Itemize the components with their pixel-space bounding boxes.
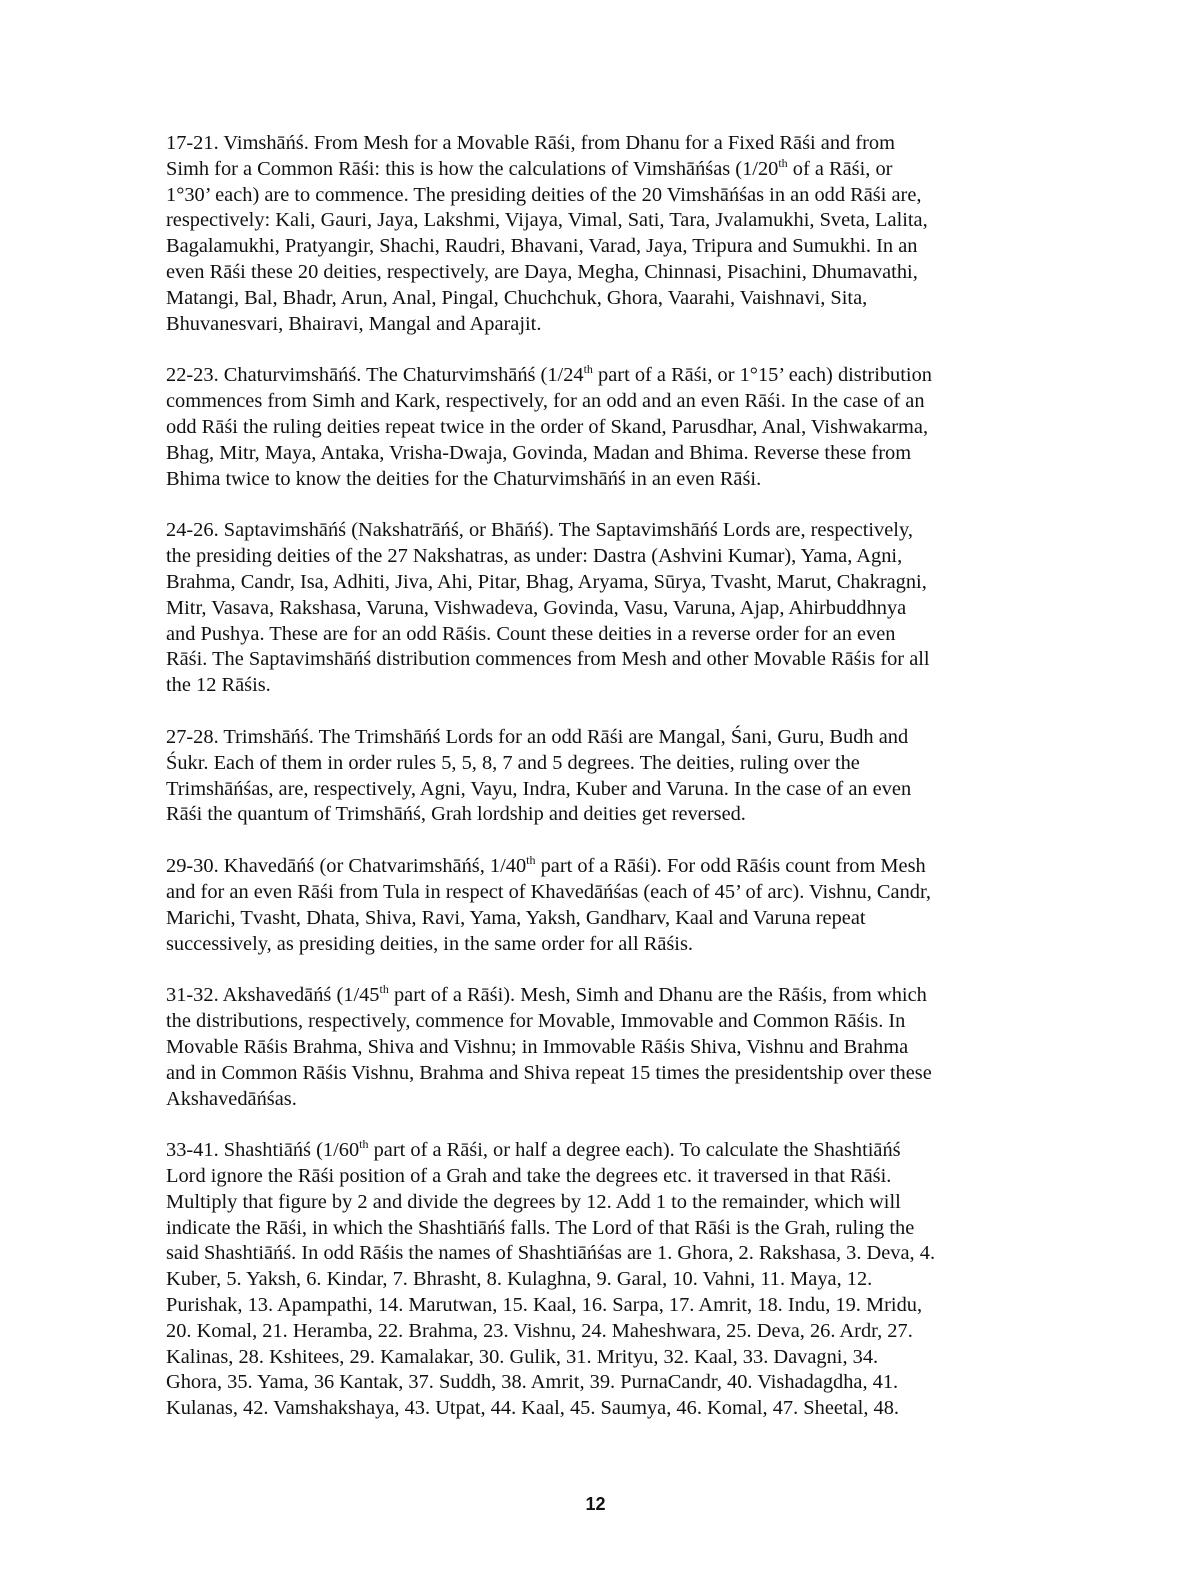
paragraph [166,518,1016,699]
text-line: the distributions, respectively, commence for Movable, Immovable and Common Rāśis. In [166,1010,906,1033]
text-line: Matangi, Bal, Bhadr, Arun, Anal, Pingal, Chuchchuk, Ghora, Vaarahi, Vaishnavi, Sita, [166,286,868,309]
text-line: Akshavedāńśas. [166,1087,297,1110]
superscript: th [379,982,389,997]
paragraph [166,725,1016,828]
superscript: th [778,155,788,170]
text-line: Bhima twice to know the deities for the Chaturvimshāńś in an even Rāśi. [166,467,762,490]
text-line: 29-30. Khavedāńś (or Chatvarimshāńś, 1/40th part of a Rāśi). For odd Rāśis count from Mesh [166,853,926,878]
text-line: Rāśi the quantum of Trimshāńś, Grah lordship and deities get reversed. [166,803,746,826]
text-line: Multiply that figure by 2 and divide the degrees by 12. Add 1 to the remainder, which will [166,1190,901,1213]
paragraph [166,854,1016,957]
text-line: and for an even Rāśi from Tula in respect of Khavedāńśas (each of 45’ of arc). Vishnu, Candr, [166,880,932,903]
text-line: Rāśi. The Saptavimshāńś distribution commences from Mesh and other Movable Rāśis for all [166,648,930,671]
text-line: 20. Komal, 21. Heramba, 22. Brahma, 23. Vishnu, 24. Maheshwara, 25. Deva, 26. Ardr, 27. [166,1319,913,1342]
text-line: commences from Simh and Kark, respectively, for an odd and an even Rāśi. In the case of an [166,390,925,413]
text-line: odd Rāśi the ruling deities repeat twice in the order of Skand, Parusdhar, Anal, Vishwakarma, [166,415,929,438]
text-line: Bhag, Mitr, Maya, Antaka, Vrisha-Dwaja, Govinda, Madan and Bhima. Reverse these from [166,441,912,464]
text-line: Brahma, Candr, Isa, Adhiti, Jiva, Ahi, Pitar, Bhag, Aryama, Sūrya, Tvasht, Marut, Chakragni, [166,570,927,593]
text-line: successively, as presiding deities, in the same order for all Rāśis. [166,932,693,955]
text-line: Kalinas, 28. Kshitees, 29. Kamalakar, 30. Gulik, 31. Mrityu, 32. Kaal, 33. Davagni, 34. [166,1345,879,1368]
text-line: said Shashtiāńś. In odd Rāśis the names of Shashtiāńśas are 1. Ghora, 2. Rakshasa, 3. Deva, 4. [166,1242,936,1265]
superscript: th [526,853,536,868]
text-line: and in Common Rāśis Vishnu, Brahma and Shiva repeat 15 times the presidentship over these [166,1061,932,1084]
text-line: indicate the Rāśi, in which the Shashtiāńś falls. The Lord of that Rāśi is the Grah, ruling the [166,1216,915,1239]
text-line: and Pushya. These are for an odd Rāśis. Count these deities in a reverse order for an even [166,622,896,645]
text-line: the 12 Rāśis. [166,674,271,697]
paragraph [166,363,1016,492]
text-line: Mitr, Vasava, Rakshasa, Varuna, Vishwadeva, Govinda, Vasu, Varuna, Ajap, Ahirbuddhnya [166,596,907,619]
text-line: Trimshāńśas, are, respectively, Agni, Vayu, Indra, Kuber and Varuna. In the case of an even [166,777,912,800]
text-line: Purishak, 13. Apampathi, 14. Marutwan, 15. Kaal, 16. Sarpa, 17. Amrit, 18. Indu, 19. Mridu, [166,1294,923,1317]
text-line: Kulanas, 42. Vamshakshaya, 43. Utpat, 44. Kaal, 45. Saumya, 46. Komal, 47. Sheetal, 48. [166,1397,899,1420]
page-number: 12 [585,1494,606,1514]
paragraph [166,983,1016,1112]
text-line: 22-23. Chaturvimshāńś. The Chaturvimshāńś (1/24th part of a Rāśi, or 1°15’ each) distribution [166,362,932,387]
text-line: 27-28. Trimshāńś. The Trimshāńś Lords for an odd Rāśi are Mangal, Śani, Guru, Budh and [166,725,909,748]
text-line: respectively: Kali, Gauri, Jaya, Lakshmi, Vijaya, Vimal, Sati, Tara, Jvalamukhi, Sveta, Lalita, [166,209,928,232]
text-line: Marichi, Tvasht, Dhata, Shiva, Ravi, Yama, Yaksh, Gandharv, Kaal and Varuna repeat [166,906,866,929]
superscript: th [359,1137,369,1152]
text-line: 31-32. Akshavedāńś (1/45th part of a Rāśi). Mesh, Simh and Dhanu are the Rāśis, from which [166,982,927,1007]
document-body [166,131,1016,1448]
text-line: 24-26. Saptavimshāńś (Nakshatrāńś, or Bhāńś). The Saptavimshāńś Lords are, respectively, [166,519,913,542]
paragraph [166,131,1016,337]
superscript: th [583,362,593,377]
text-line: Śukr. Each of them in order rules 5, 5, 8, 7 and 5 degrees. The deities, ruling over the [166,751,860,774]
paragraph [166,1138,1016,1422]
text-line: Ghora, 35. Yama, 36 Kantak, 37. Suddh, 38. Amrit, 39. PurnaCandr, 40. Vishadagdha, 41. [166,1371,899,1394]
text-line: even Rāśi these 20 deities, respectively, are Daya, Megha, Chinnasi, Pisachini, Dhumavathi, [166,260,918,283]
text-line: Lord ignore the Rāśi position of a Grah and take the degrees etc. it traversed in that Rāśi. [166,1165,892,1188]
text-line: Simh for a Common Rāśi: this is how the calculations of Vimshāńśas (1/20th of a Rāśi, or [166,155,893,180]
text-line: Bagalamukhi, Pratyangir, Shachi, Raudri, Bhavani, Varad, Jaya, Tripura and Sumukhi. In an [166,235,918,258]
text-line: Movable Rāśis Brahma, Shiva and Vishnu; in Immovable Rāśis Shiva, Vishnu and Brahma [166,1035,909,1058]
text-line: the presiding deities of the 27 Nakshatras, as under: Dastra (Ashvini Kumar), Yama, Agni, [166,545,903,568]
text-line: Bhuvanesvari, Bhairavi, Mangal and Aparajit. [166,312,542,335]
text-line: 1°30’ each) are to commence. The presiding deities of the 20 Vimshāńśas in an odd Rāśi are, [166,183,922,206]
text-line: 33-41. Shashtiāńś (1/60th part of a Rāśi, or half a degree each). To calculate the Shashtiāńś [166,1137,901,1162]
text-line: 17-21. Vimshāńś. From Mesh for a Movable Rāśi, from Dhanu for a Fixed Rāśi and from [166,132,895,154]
text-line: Kuber, 5. Yaksh, 6. Kindar, 7. Bhrasht, 8. Kulaghna, 9. Garal, 10. Vahni, 11. Maya, 12. [166,1268,873,1291]
